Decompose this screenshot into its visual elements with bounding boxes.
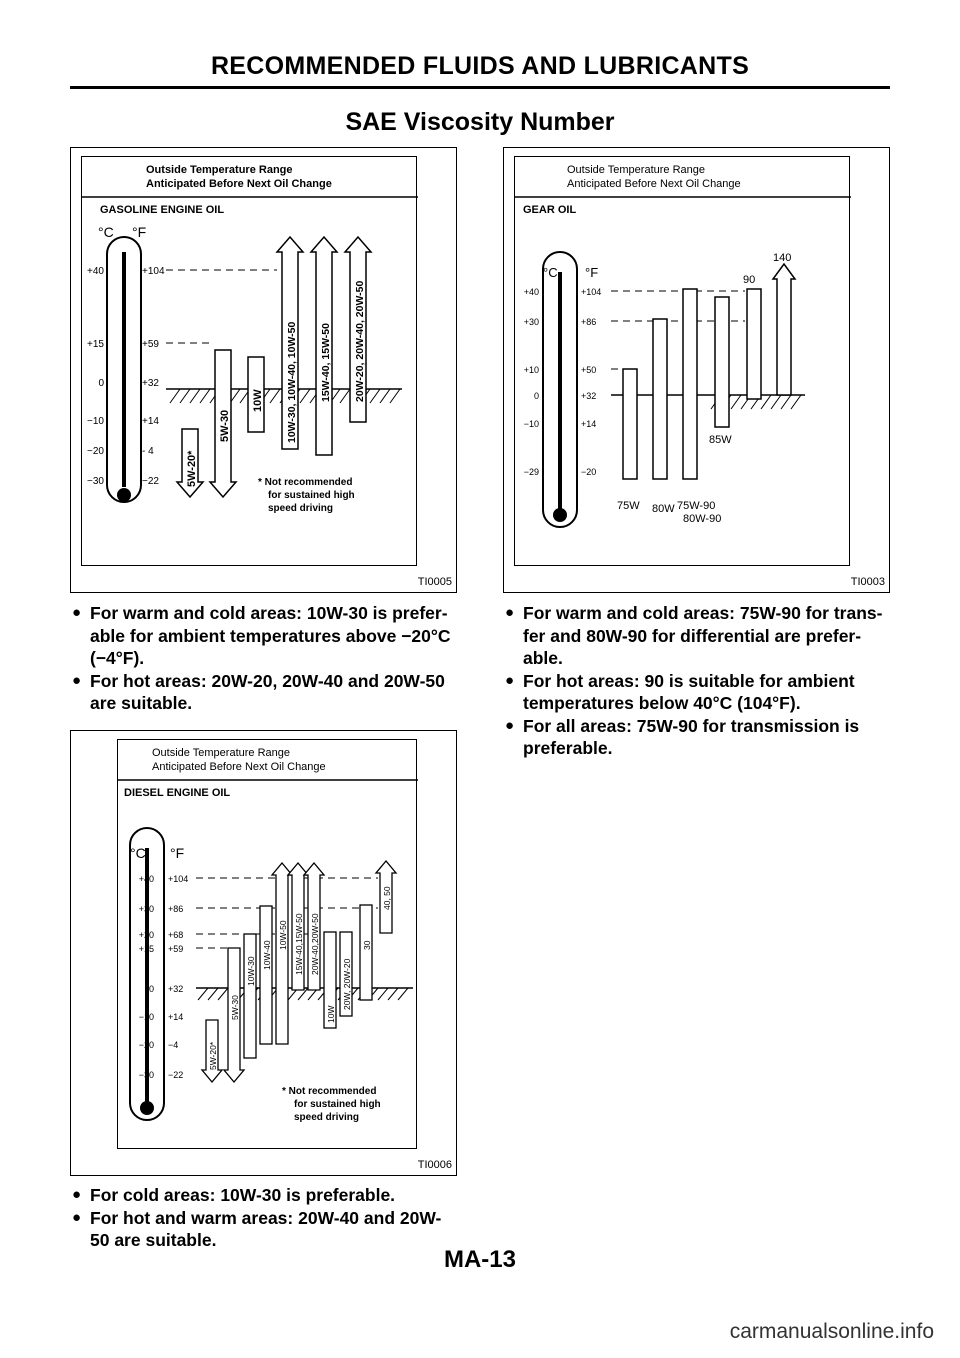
bullet-icon: ● xyxy=(505,604,515,621)
diesel-grade-2: 10W-30 xyxy=(246,956,256,986)
diesel-figure-id: TI0006 xyxy=(417,1159,452,1171)
bullet-icon: ● xyxy=(72,1186,82,1203)
gasoline-note-text: For warm and cold areas: 10W-30 is prefer-able for ambient temperatures above −20°C (−4°F). xyxy=(90,603,451,668)
gear-bar-90 xyxy=(747,289,761,399)
gasoline-unit-c: °C xyxy=(98,224,114,240)
gear-unit-c: °C xyxy=(543,265,558,280)
gear-temp-c-4: −10 xyxy=(523,419,539,429)
diesel-temp-c-3: +15 xyxy=(138,944,154,954)
gasoline-figure xyxy=(70,147,457,593)
gas-temp-f-5: −22 xyxy=(142,476,159,487)
diesel-temp-c-0: +40 xyxy=(138,874,154,884)
diesel-note-1: for sustained high xyxy=(294,1099,381,1110)
gear-temp-f-2: +50 xyxy=(581,365,597,375)
diesel-note-2: speed driving xyxy=(294,1112,360,1123)
diesel-temp-c-4: 0 xyxy=(148,984,154,994)
gear-figure-id: TI0003 xyxy=(850,576,885,588)
diesel-temp-f-7: −22 xyxy=(168,1070,184,1080)
diesel-note-item xyxy=(70,1184,460,1207)
diesel-heading-1: Outside Temperature Range xyxy=(152,747,290,759)
diesel-figure xyxy=(70,730,457,1176)
diesel-temp-c-2: +20 xyxy=(138,930,154,940)
gear-temp-f-0: +104 xyxy=(581,287,602,297)
gas-note-2: speed driving xyxy=(268,503,334,514)
gear-temp-c-3: 0 xyxy=(533,391,539,401)
gasoline-heading-2: Anticipated Before Next Oil Change xyxy=(146,178,332,190)
gear-temp-f-5: −20 xyxy=(581,467,597,477)
gas-note-1: for sustained high xyxy=(268,490,355,501)
diesel-note-text: For hot and warm areas: 20W-40 and 20W-50 are suitable. xyxy=(90,1207,442,1250)
gear-grade-6: 140 xyxy=(773,252,792,264)
gear-temp-c-1: +30 xyxy=(523,317,539,327)
gasoline-note-item xyxy=(70,670,460,715)
bullet-icon: ● xyxy=(72,604,82,621)
diesel-grade-0: 5W-20* xyxy=(208,1041,218,1070)
gear-temp-f-1: +86 xyxy=(581,317,597,327)
gasoline-chart-frame xyxy=(81,156,417,566)
gear-label: GEAR OIL xyxy=(523,204,577,216)
gas-grade-3: 10W-30, 10W-40, 10W-50 xyxy=(286,321,298,443)
gear-grade-5: 90 xyxy=(743,274,756,286)
gear-figure xyxy=(503,147,890,593)
gasoline-chart xyxy=(82,157,418,567)
diesel-bar-10w30 xyxy=(244,934,256,1058)
bullet-icon: ● xyxy=(505,671,515,689)
diesel-bar-30 xyxy=(360,905,372,1000)
diesel-temp-f-0: +104 xyxy=(168,874,189,884)
diesel-temp-c-7: −30 xyxy=(138,1070,154,1080)
thermometer-icon xyxy=(543,252,577,527)
gas-grade-2: 10W xyxy=(252,389,264,412)
gear-bar-75w90 xyxy=(683,289,697,479)
diesel-chart-frame xyxy=(117,739,417,1149)
gear-notes xyxy=(503,602,893,760)
gas-grade-5: 20W-20, 20W-40, 20W-50 xyxy=(354,280,366,402)
diesel-bar-10w50 xyxy=(272,863,292,1044)
gas-grade-4: 15W-40, 15W-50 xyxy=(320,323,332,402)
diesel-temp-f-6: −4 xyxy=(168,1040,179,1050)
gas-temp-c-3: −10 xyxy=(87,416,104,427)
diesel-grade-7: 10W xyxy=(326,1005,336,1023)
gasoline-note-text: For hot areas: 20W-20, 20W-40 and 20W-50 are suitable. xyxy=(90,670,445,713)
gas-temp-c-4: −20 xyxy=(87,446,104,457)
gear-bar-140 xyxy=(773,264,795,395)
diesel-temp-f-2: +68 xyxy=(168,930,184,940)
gear-note-text: For hot areas: 90 is suitable for ambient temperatures below 40°C (104°F). xyxy=(523,670,855,713)
diesel-temp-c-6: −20 xyxy=(138,1040,154,1050)
gas-temp-c-0: +40 xyxy=(87,266,104,277)
diesel-grade-3: 10W-40 xyxy=(262,940,272,970)
diesel-grade-6: 20W-40,20W-50 xyxy=(310,913,320,975)
gas-temp-c-2: 0 xyxy=(98,378,104,389)
gasoline-heading-1: Outside Temperature Range xyxy=(146,164,293,176)
page-number: MA-13 xyxy=(443,1246,516,1273)
gear-temp-c-5: −29 xyxy=(523,467,539,477)
diesel-temp-f-3: +59 xyxy=(168,944,184,954)
diesel-temp-f-5: +14 xyxy=(168,1012,184,1022)
gas-note-0: * Not recommended xyxy=(258,477,353,488)
gear-bar-75w xyxy=(623,369,637,479)
gasoline-figure-id: TI0005 xyxy=(417,576,452,588)
gear-grade-0: 75W xyxy=(617,500,640,512)
gear-bar-85w xyxy=(715,297,729,427)
gas-temp-c-1: +15 xyxy=(87,339,104,350)
diesel-note-item xyxy=(70,1207,460,1252)
gear-grade-1: 80W xyxy=(652,503,675,515)
thermometer-icon xyxy=(107,237,141,502)
gear-temp-c-0: +40 xyxy=(523,287,539,297)
diesel-grade-1: 5W-30 xyxy=(230,995,240,1020)
bullet-icon: ● xyxy=(505,716,515,734)
gear-unit-f: °F xyxy=(585,265,599,280)
diesel-temp-c-1: +30 xyxy=(138,904,154,914)
diesel-bar-10w40 xyxy=(260,906,272,1044)
gasoline-notes xyxy=(70,602,460,715)
gear-note-item xyxy=(503,670,893,715)
gasoline-label: GASOLINE ENGINE OIL xyxy=(100,204,225,216)
gas-temp-f-4: - 4 xyxy=(142,446,154,457)
diesel-heading-2: Anticipated Before Next Oil Change xyxy=(152,761,326,773)
diesel-notes xyxy=(70,1184,460,1252)
diesel-temp-c-5: −10 xyxy=(138,1012,154,1022)
footer-site-link[interactable]: carmanualsonline.info xyxy=(729,1320,934,1343)
gear-heading-2: Anticipated Before Next Oil Change xyxy=(567,178,741,190)
gas-grade-1: 5W-30 xyxy=(219,409,231,442)
diesel-grade-5: 15W-40,15W-50 xyxy=(294,913,304,975)
diesel-label: DIESEL ENGINE OIL xyxy=(124,787,231,799)
section-title: SAE Viscosity Number xyxy=(345,108,615,136)
page-header-title: RECOMMENDED FLUIDS AND LUBRICANTS xyxy=(210,52,750,80)
diesel-note-text: For cold areas: 10W-30 is preferable. xyxy=(90,1185,396,1205)
diesel-unit-f: °F xyxy=(170,845,185,861)
gear-temp-c-2: +10 xyxy=(523,365,539,375)
gear-heading-1: Outside Temperature Range xyxy=(567,164,705,176)
gear-bar-80w xyxy=(653,319,667,479)
gear-grade-4: 85W xyxy=(709,434,732,446)
gear-note-text: For all areas: 75W-90 for transmission is preferable. xyxy=(523,715,860,758)
diesel-chart xyxy=(118,740,418,1150)
gasoline-note-item xyxy=(70,602,460,670)
header-rule xyxy=(70,86,890,89)
gear-temp-f-3: +32 xyxy=(581,391,597,401)
diesel-grade-4: 10W-50 xyxy=(278,920,288,950)
gear-note-item xyxy=(503,602,893,670)
gasoline-unit-f: °F xyxy=(132,224,147,240)
gas-temp-f-0: +104 xyxy=(142,266,165,277)
gear-note-item xyxy=(503,715,893,760)
diesel-note-0: * Not recommended xyxy=(282,1086,377,1097)
diesel-grade-9: 30 xyxy=(362,940,372,950)
gear-chart xyxy=(515,157,851,567)
gear-grade-3: 80W-90 xyxy=(683,513,722,525)
gas-temp-f-3: +14 xyxy=(142,416,159,427)
diesel-temp-f-4: +32 xyxy=(168,984,184,994)
gas-temp-c-5: −30 xyxy=(87,476,104,487)
gear-grade-2: 75W-90 xyxy=(677,500,716,512)
gas-temp-f-1: +59 xyxy=(142,339,159,350)
bullet-icon: ● xyxy=(72,671,82,689)
diesel-temp-f-1: +86 xyxy=(168,904,184,914)
gear-chart-frame xyxy=(514,156,850,566)
gear-note-text: For warm and cold areas: 75W-90 for trans-fer and 80W-90 for differential are prefer-able. xyxy=(523,603,883,668)
gear-temp-f-4: +14 xyxy=(581,419,597,429)
gas-grade-0: 5W-20* xyxy=(186,450,198,487)
diesel-grade-10: 40, 50 xyxy=(382,886,392,910)
diesel-grade-8: 20W, 20W-20 xyxy=(342,958,352,1010)
bullet-icon: ● xyxy=(72,1208,82,1226)
gas-temp-f-2: +32 xyxy=(142,378,159,389)
diesel-unit-c: °C xyxy=(130,845,146,861)
